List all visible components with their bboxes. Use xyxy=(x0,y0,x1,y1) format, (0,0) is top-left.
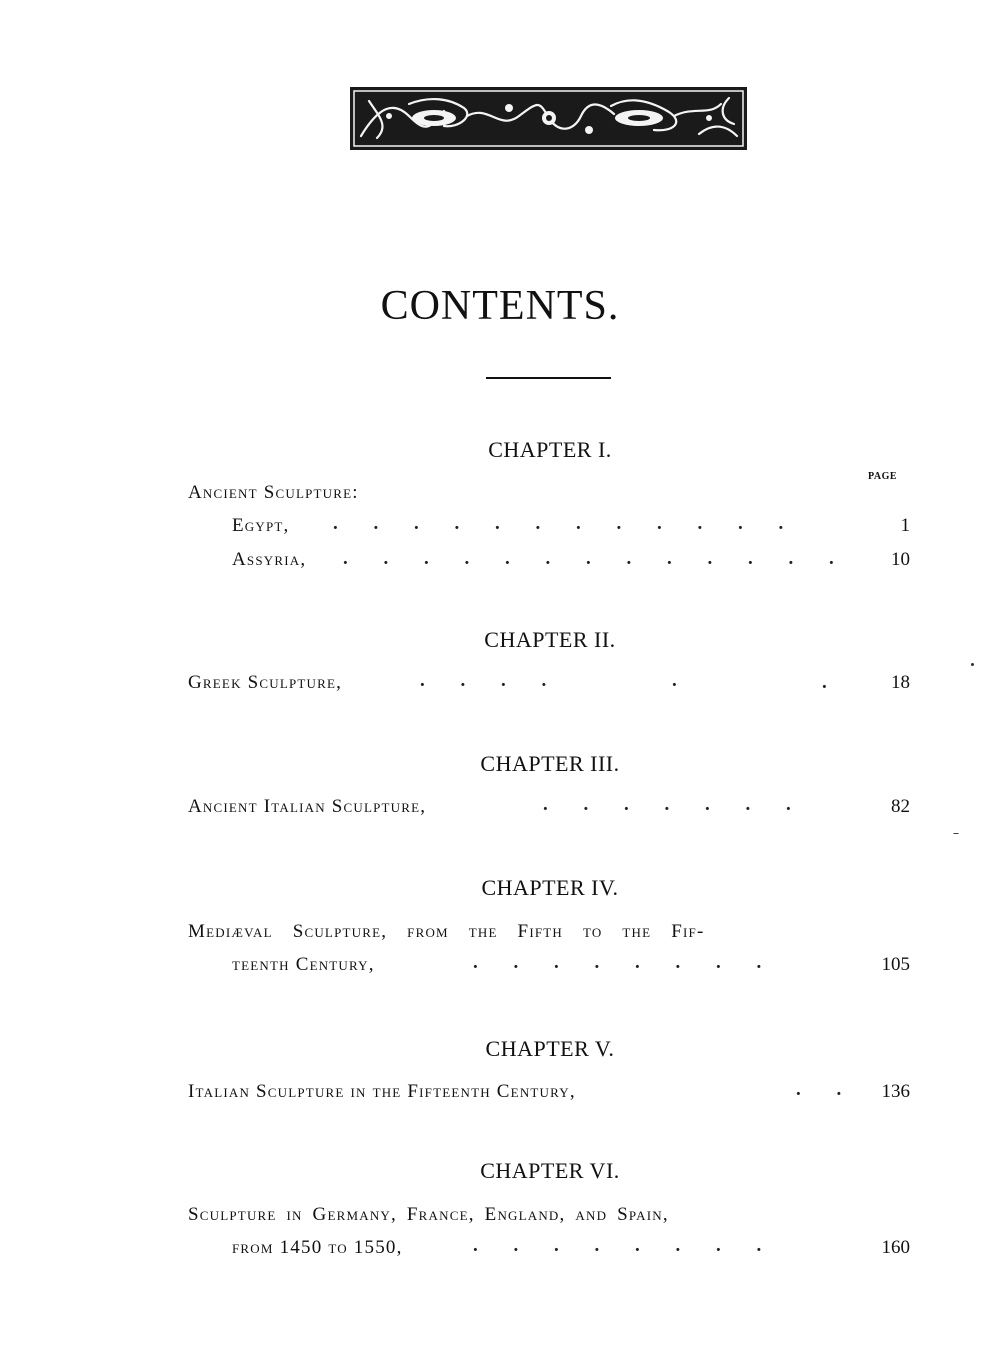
toc-entry-assyria: Assyria, xyxy=(232,549,307,570)
leader-dots: . . . . . . . . . . . . . xyxy=(343,548,834,569)
toc-entry-ancient-italian: Ancient Italian Sculpture, xyxy=(188,796,427,817)
toc-page-sculpture-europe: 160 xyxy=(881,1237,910,1258)
chapter-5-heading: CHAPTER V. xyxy=(485,1036,615,1061)
toc-page-medieval: 105 xyxy=(881,954,910,975)
chapter-1-heading: CHAPTER I. xyxy=(488,437,612,462)
chapter-4-heading: CHAPTER IV. xyxy=(481,875,619,900)
toc-entry-medieval-line2: teenth Century, xyxy=(232,954,375,975)
chapter-2-heading: CHAPTER II. xyxy=(484,627,616,652)
leader-dots: . . . . . . . . xyxy=(473,952,762,973)
toc-entry-greek: Greek Sculpture, xyxy=(188,672,343,693)
chapter-3-heading: CHAPTER III. xyxy=(480,751,620,776)
toc-page-egypt: 1 xyxy=(900,515,910,536)
page-title: CONTENTS. xyxy=(380,283,620,329)
toc-entry-medieval-line1: Mediæval Sculpture, from the Fifth to the Fif- xyxy=(188,921,705,942)
toc-page-greek: 18 xyxy=(891,672,910,693)
toc-page-ancient-italian: 82 xyxy=(891,796,910,817)
leader-dots: . . . . xyxy=(420,670,547,691)
leader-dots: . xyxy=(672,670,677,691)
leader-dots: . xyxy=(822,672,827,693)
toc-entry-italian-15th: Italian Sculpture in the Fifteenth Century, xyxy=(188,1081,576,1102)
leader-dots: . . . . . . . . . . . . xyxy=(333,513,784,534)
title-divider xyxy=(486,377,611,379)
leader-dots: . . . . . . . . xyxy=(473,1235,762,1256)
page-column-label: PAGE xyxy=(868,471,898,482)
toc-entry-sculpture-europe-line1: Sculpture in Germany, France, England, and Spain, xyxy=(188,1204,669,1225)
toc-entry-sculpture-europe-line2: from 1450 to 1550, xyxy=(232,1237,403,1258)
toc-page-italian-15th: 136 xyxy=(881,1081,910,1102)
chapter-6-heading: CHAPTER VI. xyxy=(480,1158,620,1183)
scan-speck xyxy=(953,833,959,834)
scan-speck xyxy=(971,663,974,666)
toc-entry-egypt: Egypt, xyxy=(232,515,290,536)
ornamental-headpiece-icon xyxy=(349,86,748,151)
toc-page-assyria: 10 xyxy=(891,549,910,570)
chapter-1-section: Ancient Sculpture: xyxy=(188,482,359,503)
leader-dots: . . . . . . . xyxy=(543,794,791,815)
leader-dots: . . xyxy=(796,1079,842,1100)
